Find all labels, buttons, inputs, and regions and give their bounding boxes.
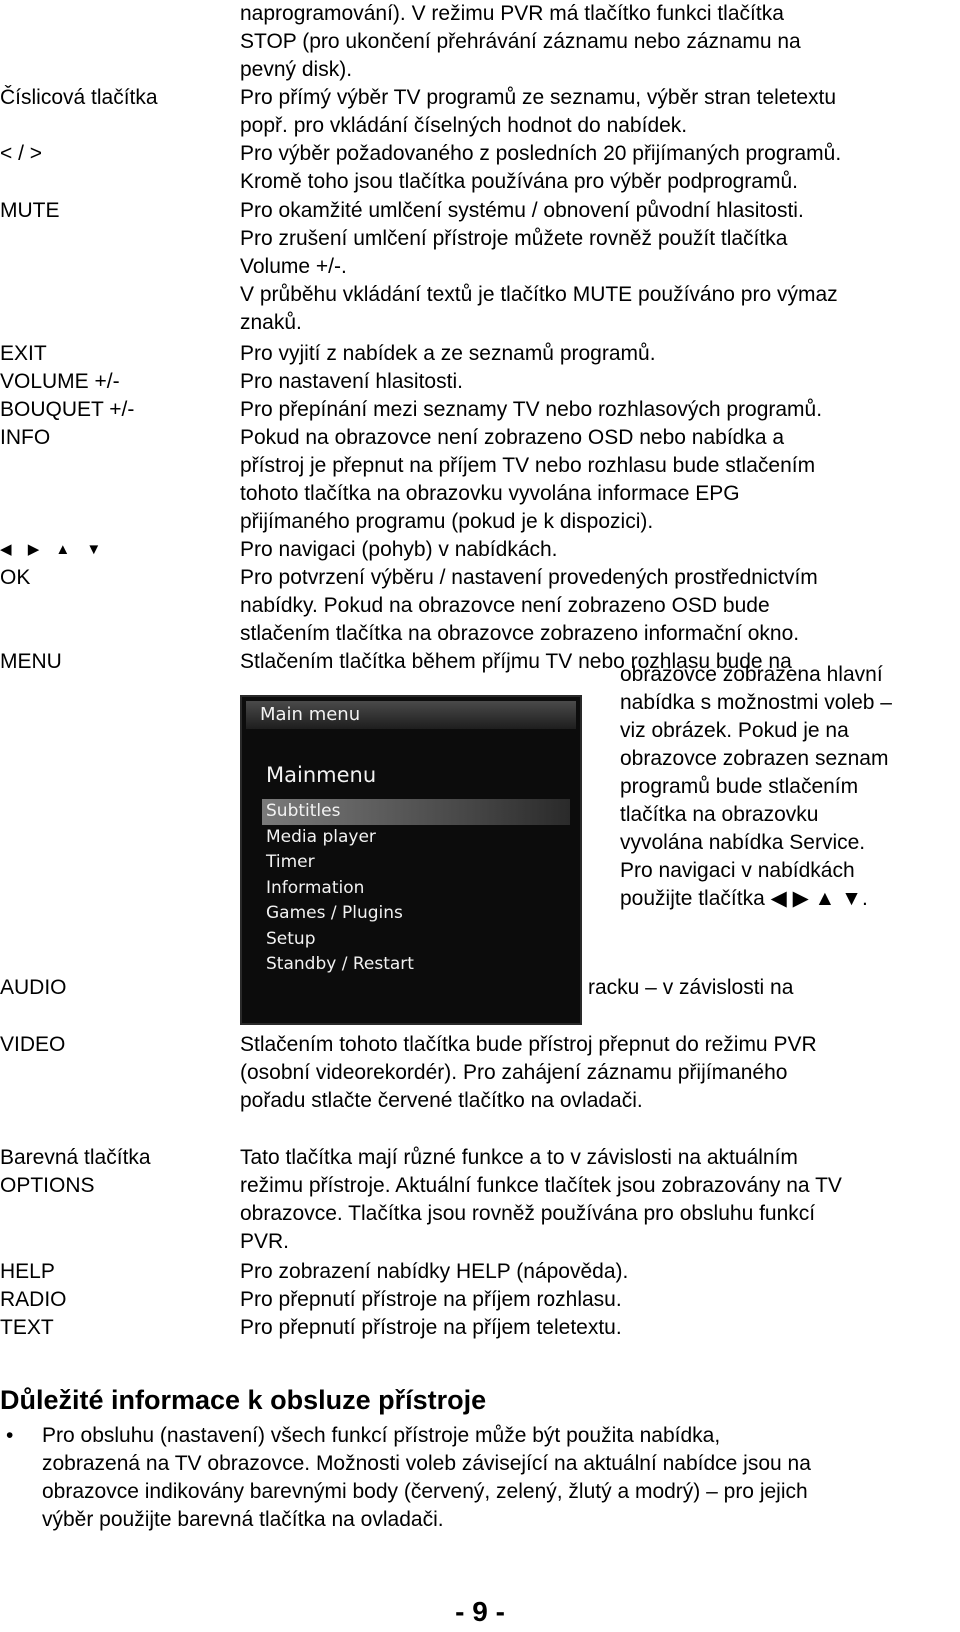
text-line: zobrazená na TV obrazovce. Možnosti voleb závisející na aktuální nabídce jsou na [42, 1452, 811, 1475]
bullet-item [0, 1422, 960, 1534]
text-line: Stlačením tohoto tlačítka bude přístroj přepnut do režimu PVR [240, 1033, 817, 1056]
desc-video [240, 1031, 955, 1115]
text-line: Pro přepnutí přístroje na příjem rozhlasu. [240, 1288, 622, 1311]
key-lastprog: < / > [0, 142, 43, 165]
key-bouquet: BOUQUET +/- [0, 398, 135, 421]
text-line: programů bude stlačením [620, 775, 859, 798]
desc-volume [240, 368, 955, 396]
text-line: Pro přepnutí přístroje na příjem teletextu. [240, 1316, 622, 1339]
text-line: Pro zrušení umlčení přístroje můžete rovněž použít tlačítka [240, 227, 788, 250]
main-menu-list [266, 799, 570, 978]
text-line: naprogramování). V režimu PVR má tlačítko funkci tlačítka [240, 2, 784, 25]
text-line: nabídka s možnostmi voleb – [620, 691, 892, 714]
text-line: Pro okamžité umlčení systému / obnovení původní hlasitosti. [240, 199, 804, 222]
text-line: STOP (pro ukončení přehrávání záznamu nebo záznamu na [240, 30, 801, 53]
key-options: OPTIONS [0, 1174, 95, 1197]
desc-audio [588, 974, 948, 1002]
menu-item-subtitles: Subtitles [262, 799, 570, 825]
menu-item-standby-restart: Standby / Restart [266, 954, 414, 974]
desc-radio [240, 1286, 955, 1314]
text-line: Kromě toho jsou tlačítka používána pro výběr podprogramů. [240, 170, 798, 193]
key-colour-buttons: Barevná tlačítka [0, 1146, 151, 1169]
key-nav-arrows: ◀ ▶ ▲ ▼ [0, 541, 108, 558]
text-line: Pro obsluhu (nastavení) všech funkcí přístroje může být použita nabídka, [42, 1424, 721, 1447]
text-line: stlačením tlačítka na obrazovce zobrazeno informační okno. [240, 622, 800, 645]
text-line: vyvolána nabídka Service. [620, 831, 866, 854]
text-line: PVR. [240, 1230, 290, 1253]
desc-nav [240, 536, 955, 564]
main-menu-screenshot [240, 695, 582, 1025]
text-line: obrazovce. Tlačítka jsou rovněž používána pro obsluhu funkcí [240, 1202, 816, 1225]
text-line: tlačítka na obrazovku [620, 803, 819, 826]
desc-numeric [240, 84, 955, 140]
text-line: znaků. [240, 311, 302, 334]
text-line: pevný disk). [240, 58, 353, 81]
desc-exit [240, 340, 955, 368]
desc-colour [240, 1144, 955, 1256]
text-line: Pro vyjití z nabídek a ze seznamů programů. [240, 342, 656, 365]
key-menu: MENU [0, 650, 62, 673]
key-mute: MUTE [0, 199, 60, 222]
bullet-icon: • [6, 1424, 14, 1447]
key-info: INFO [0, 426, 51, 449]
text-line: Pokud na obrazovce není zobrazeno OSD nebo nabídka a [240, 426, 785, 449]
key-help: HELP [0, 1260, 55, 1283]
text-line: Pro nastavení hlasitosti. [240, 370, 463, 393]
menu-item-timer: Timer [266, 852, 315, 872]
text-line: Pro potvrzení výběru / nastavení provedených prostřednictvím [240, 566, 818, 589]
text-line: (osobní videorekordér). Pro zahájení záznamu přijímaného [240, 1061, 788, 1084]
desc-mute [240, 197, 955, 337]
text-line: popř. pro vkládání číselných hodnot do nabídek. [240, 114, 688, 137]
text-line: nabídky. Pokud na obrazovce není zobrazeno OSD bude [240, 594, 770, 617]
desc-lastprog [240, 140, 955, 196]
text-line: přijímaného programu (pokud je k dispozici). [240, 510, 654, 533]
text-line: Pro navigaci (pohyb) v nabídkách. [240, 538, 558, 561]
desc-text [240, 1314, 955, 1342]
main-menu-header: Main menu [246, 701, 576, 729]
menu-item-information: Information [266, 877, 365, 898]
text-line: Pro výběr požadovaného z posledních 20 přijímaných programů. [240, 142, 842, 165]
menu-side-text [620, 661, 960, 913]
desc-ok [240, 564, 955, 648]
key-text: TEXT [0, 1316, 54, 1339]
menu-item-setup: Setup [266, 928, 316, 949]
text-line: Pro zobrazení nabídky HELP (nápověda). [240, 1260, 629, 1283]
section-heading: Důležité informace k obsluze přístroje [0, 1385, 487, 1415]
desc-info [240, 424, 955, 536]
desc-help [240, 1258, 955, 1286]
main-menu-subtitle: Mainmenu [266, 763, 377, 787]
menu-item-media-player: Media player [266, 826, 376, 847]
text-line: tohoto tlačítka na obrazovku vyvolána informace EPG [240, 482, 740, 505]
page-number: - 9 - [455, 1596, 505, 1627]
text-line: obrazovce zobrazena hlavní [620, 663, 883, 686]
text-line: použijte tlačítka ◀ ▶ ▲ ▼. [620, 887, 868, 910]
key-audio: AUDIO [0, 976, 67, 999]
text-line: přístroj je přepnut na příjem TV nebo rozhlasu bude stlačením [240, 454, 816, 477]
text-line: Stlačením tlačítka během příjmu TV nebo rozhlasu bude na [240, 650, 792, 673]
text-line: Tato tlačítka mají různé funkce a to v závislosti na aktuálním [240, 1146, 798, 1169]
key-numeric: Číslicová tlačítka [0, 86, 158, 109]
text-line: režimu přístroje. Aktuální funkce tlačítek jsou zobrazovány na TV [240, 1174, 842, 1197]
key-video: VIDEO [0, 1033, 66, 1056]
key-volume: VOLUME +/- [0, 370, 120, 393]
text-line: pořadu stlačte červené tlačítko na ovladači. [240, 1089, 643, 1112]
text-line: Volume +/-. [240, 255, 347, 278]
key-exit: EXIT [0, 342, 47, 365]
desc-bouquet [240, 396, 955, 424]
text-line: obrazovce indikovány barevnými body (červený, zelený, žlutý a modrý) – pro jejich [42, 1480, 808, 1503]
text-line: Pro přepínání mezi seznamy TV nebo rozhlasových programů. [240, 398, 823, 421]
key-radio: RADIO [0, 1288, 67, 1311]
intro-text [240, 0, 955, 84]
text-line: výběr použijte barevná tlačítka na ovladači. [42, 1508, 444, 1531]
text-line: racku – v závislosti na [588, 976, 794, 999]
key-ok: OK [0, 566, 31, 589]
text-line: V průběhu vkládání textů je tlačítko MUTE používáno pro výmaz [240, 283, 838, 306]
text-line: viz obrázek. Pokud je na [620, 719, 849, 742]
text-line: obrazovce zobrazen seznam [620, 747, 889, 770]
menu-item-games-plugins: Games / Plugins [266, 903, 403, 923]
text-line: Pro navigaci v nabídkách [620, 859, 855, 882]
text-line: Pro přímý výběr TV programů ze seznamu, výběr stran teletextu [240, 86, 837, 109]
